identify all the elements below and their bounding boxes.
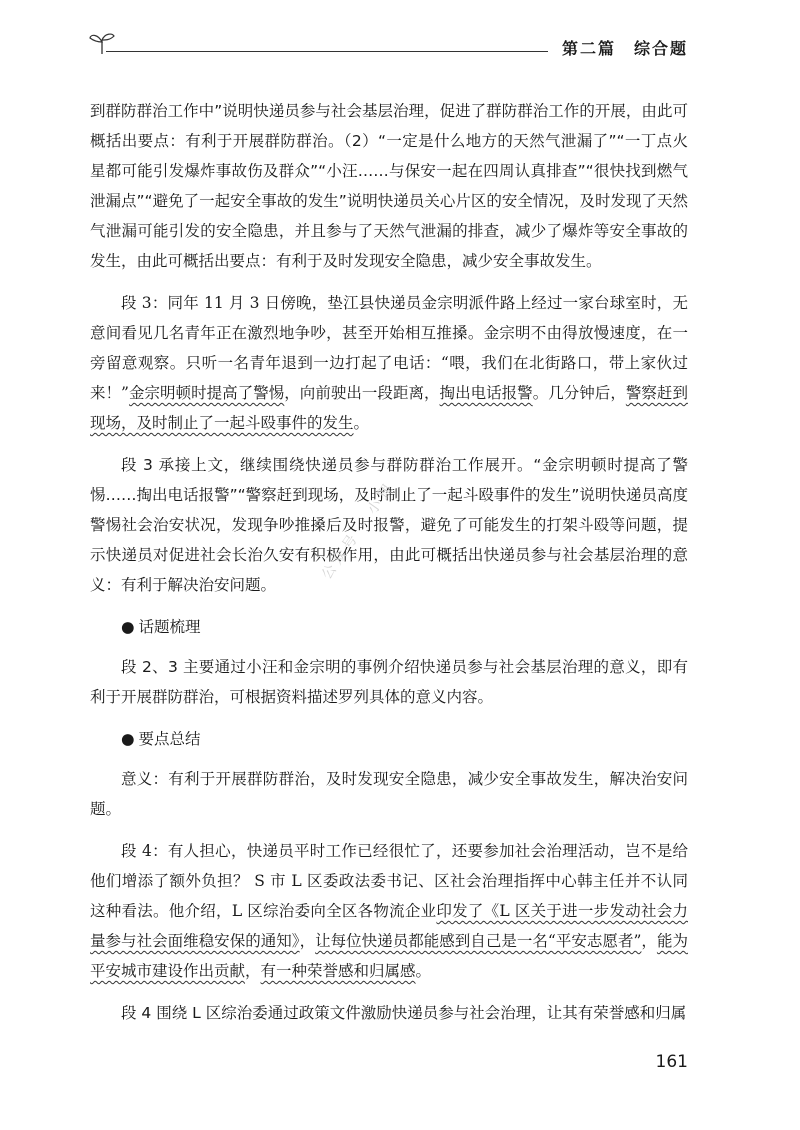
underlined-phrase: 有一种荣誉感和归属感 xyxy=(260,962,416,980)
paragraph-7: 段 4 围绕 L 区综治委通过政策文件激励快递员参与社会治理，让其有荣誉感和归属 xyxy=(121,1004,687,1022)
document-body xyxy=(90,96,688,1040)
page-number: 161 xyxy=(655,1052,688,1072)
watermark: 公众号 · 小狸 xyxy=(318,478,399,583)
section-title: 第二篇 综合题 xyxy=(561,39,688,58)
paragraph-2-text-a: 段 3：同年 11 月 3 日傍晚，垫江县快递员金宗明派件路上经过一家台球室时，无意间看见几名青年正在激烈地争吵，甚至开始相互推搡。金宗明不由得放慢速度，在一旁留意观察。只听一名青年退到一边打起了电话：“喂，我们在北街路口，带上家伙过来！” xyxy=(90,294,688,402)
heading-summary-label: 要点总结 xyxy=(138,730,201,748)
heading-summary xyxy=(90,724,688,754)
paragraph-5: 意义：有利于开展群防群治，及时发现安全隐患，减少安全事故发生，解决治安问题。 xyxy=(90,770,688,818)
paragraph-6-text-a: 段 4：有人担心，快递员平时工作已经很忙了，还要参加社会治理活动，岂不是给他们增添了额外负担？ S 市 L 区委政法委书记、区社会治理指挥中心韩主任并不认同这种看法。他介绍，L 区综治委向全区各物流企业 xyxy=(90,842,688,920)
underlined-phrase: 让每位快递员都能感到自己是一名“平安志愿者” xyxy=(315,932,642,950)
paragraph-3: 段 3 承接上文，继续围绕快递员参与群防群治工作展开。“金宗明顿时提高了警惕……掏出电话报警”“警察赶到现场，及时制止了一起斗殴事件的发生”说明快递员高度警惕社会治安状况，发现争吵推搡后及时报警，避免了可能发生的打架斗殴等问题，提示快递员对促进社会长治久安有积极作用，由此可概括出快递员参与社会基层治理的意义：有利于解决治安问题。 xyxy=(90,456,688,594)
paragraph-1: 到群防群治工作中”说明快递员参与社会基层治理，促进了群防群治工作的开展，由此可概括出要点：有利于开展群防群治。（2）“一定是什么地方的天然气泄漏了”“一丁点火星都可能引发爆炸事故伤及群众”“小汪……与保安一起在四周认真排查”“很快找到燃气泄漏点”“避免了一起安全事故的发生”说明快递员关心片区的安全情况，及时发现了天然气泄漏可能引发的安全隐患，并且参与了天然气泄漏的排查，减少了爆炸等安全事故的发生，由此可概括出要点：有利于及时发现安全隐患，减少安全事故发生。 xyxy=(90,102,688,270)
paragraph-4: 段 2、3 主要通过小汪和金宗明的事例介绍快递员参与社会基层治理的意义，即有利于开展群防群治，可根据资料描述罗列具体的意义内容。 xyxy=(90,658,688,706)
bullet-icon: ● xyxy=(121,618,135,636)
bullet-icon: ● xyxy=(121,730,135,748)
paragraph-6-text-d: ， xyxy=(245,962,261,980)
paragraph-6 xyxy=(90,836,688,986)
paragraph-2-text-d: 。 xyxy=(353,414,370,432)
paragraph-2-text-b: ，向前驶出一段距离， xyxy=(284,384,440,402)
header-rule xyxy=(106,51,548,52)
underlined-phrase: 印发了《L 区关于进一步发动社会力量参与社会面维稳安保的通知》 xyxy=(90,902,688,950)
sprout-icon xyxy=(88,30,116,56)
underlined-phrase: 警察赶到现场，及时制止了一起斗殴事件的发生 xyxy=(90,384,688,432)
paragraph-2 xyxy=(90,288,688,438)
heading-topic xyxy=(90,612,688,642)
underlined-phrase: 金宗明顿时提高了警惕 xyxy=(128,384,285,402)
underlined-phrase: 能为平安城市建设作出贡献 xyxy=(90,932,688,980)
paragraph-6-text-c: ， xyxy=(641,932,657,950)
heading-topic-label: 话题梳理 xyxy=(138,618,201,636)
paragraph-6-text-b: ， xyxy=(299,932,316,950)
page-header xyxy=(88,30,688,62)
paragraph-2-text-c: 。几分钟后， xyxy=(532,384,626,402)
paragraph-6-text-e: 。 xyxy=(415,962,432,980)
underlined-phrase: 掏出电话报警 xyxy=(439,384,533,402)
